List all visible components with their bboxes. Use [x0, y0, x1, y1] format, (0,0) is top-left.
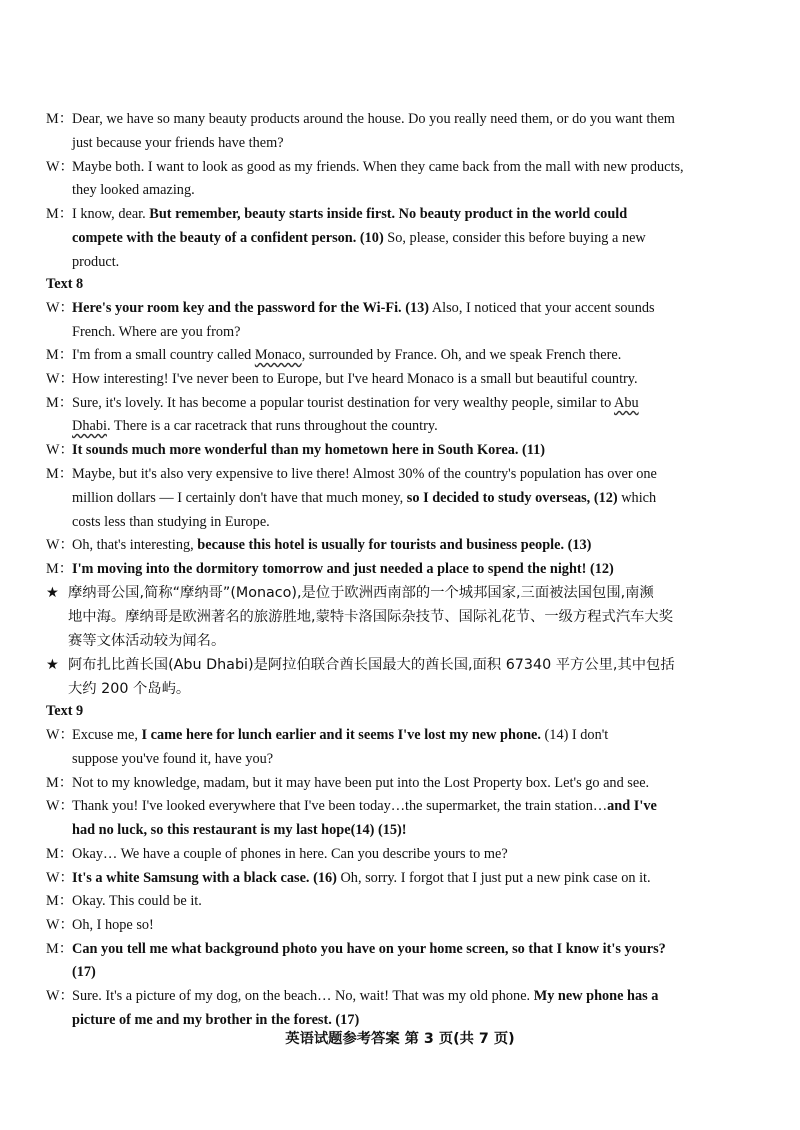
dialogue-text: product. — [72, 254, 120, 270]
speaker-label: W： — [46, 371, 74, 387]
note-text: 阿布扎比酋长国(Abu Dhabi)是阿拉伯联合酋长国最大的酋长国,面积 67340 平方公里,其中包括 — [68, 657, 675, 673]
section-heading-text-9: Text 9 — [46, 703, 84, 719]
page-footer: 英语试题参考答案 第 3 页(共 7 页) — [285, 1031, 515, 1047]
star-icon: ★ — [46, 657, 59, 673]
dialogue-text: costs less than studying in Europe. — [72, 514, 270, 530]
answer-highlight: But remember, beauty starts inside first. No beauty product in the world could — [149, 206, 628, 222]
speaker-label: W： — [46, 988, 74, 1004]
speaker-label: M： — [46, 395, 74, 411]
answer-highlight: Here's your room key and the password for the Wi-Fi. (13) — [72, 300, 430, 316]
dialogue-text: It's a white Samsung with a black case. (16) Oh, sorry. I forgot that I just put a new pink case on it. — [72, 870, 651, 886]
star-icon: ★ — [46, 585, 59, 601]
dialogue-text: suppose you've found it, have you? — [72, 751, 274, 767]
answer-highlight: It's a white Samsung with a black case. (16) — [72, 870, 337, 886]
speaker-label: M： — [46, 561, 74, 577]
dialogue-text: Thank you! I've looked everywhere that I've been today…the supermarket, the train station…and I've — [72, 798, 657, 814]
note-text: 大约 200 个岛屿。 — [68, 681, 191, 697]
dialogue-text: Oh, that's interesting, because this hotel is usually for tourists and business people. (13) — [72, 537, 592, 553]
dialogue-text: Here's your room key and the password for the Wi-Fi. (13) Also, I noticed that your accent sounds — [72, 300, 655, 316]
dialogue-text: Sure, it's lovely. It has become a popular tourist destination for very wealthy people, similar to Abu — [72, 395, 639, 411]
answer-highlight: compete with the beauty of a confident person. (10) — [72, 230, 384, 246]
dialogue-text: Dear, we have so many beauty products around the house. Do you really need them, or do you want them — [72, 111, 675, 127]
dialogue-text: I'm from a small country called Monaco, surrounded by France. Oh, and we speak French there. — [72, 347, 622, 363]
dialogue-text: Excuse me, I came here for lunch earlier and it seems I've lost my new phone. (14) I don't — [72, 727, 609, 743]
answer-highlight: picture of me and my brother in the forest. (17) — [72, 1012, 360, 1028]
speaker-label: M： — [46, 111, 74, 127]
dialogue-text: French. Where are you from? — [72, 324, 241, 340]
section-heading-text-8: Text 8 — [46, 276, 84, 292]
answer-highlight: I'm moving into the dormitory tomorrow and just needed a place to spend the night! (12) — [72, 561, 614, 577]
answer-highlight: (17) — [72, 964, 96, 980]
dialogue-text: million dollars — I certainly don't have that much money, so I decided to study overseas, (12) which — [72, 490, 657, 506]
dialogue-text: Maybe, but it's also very expensive to live there! Almost 30% of the country's population has over one — [72, 466, 657, 482]
answer-highlight: had no luck, so this restaurant is my last hope(14) (15)! — [72, 822, 407, 838]
annotated-term: Abu — [614, 395, 639, 411]
speaker-label: M： — [46, 846, 74, 862]
note-text: 赛等文体活动较为闻名。 — [68, 633, 226, 649]
dialogue-text: Dhabi. There is a car racetrack that runs throughout the country. — [72, 418, 438, 434]
dialogue-text: I know, dear. But remember, beauty starts inside first. No beauty product in the world could — [72, 206, 628, 222]
dialogue-text: Maybe both. I want to look as good as my friends. When they came back from the mall with new products, — [72, 159, 684, 175]
speaker-label: W： — [46, 537, 74, 553]
speaker-label: W： — [46, 300, 74, 316]
answer-highlight: I came here for lunch earlier and it seems I've lost my new phone. — [141, 727, 541, 743]
speaker-label: M： — [46, 775, 74, 791]
annotated-term: Dhabi — [72, 418, 107, 434]
dialogue-text: Okay… We have a couple of phones in here. Can you describe yours to me? — [72, 846, 508, 862]
answer-highlight: My new phone has a — [533, 988, 659, 1004]
speaker-label: M： — [46, 347, 74, 363]
dialogue-text: How interesting! I've never been to Europe, but I've heard Monaco is a small but beautiful country. — [72, 371, 638, 387]
dialogue-text: they looked amazing. — [72, 182, 195, 198]
answer-highlight: Can you tell me what background photo you have on your home screen, so that I know it's yours? — [72, 941, 666, 957]
speaker-label: W： — [46, 917, 74, 933]
speaker-label: W： — [46, 442, 74, 458]
speaker-label: M： — [46, 893, 74, 909]
speaker-label: W： — [46, 727, 74, 743]
speaker-label: M： — [46, 466, 74, 482]
answer-highlight: because this hotel is usually for tourists and business people. (13) — [197, 537, 592, 553]
answer-highlight: and I've — [607, 798, 657, 814]
speaker-label: M： — [46, 941, 74, 957]
dialogue-text: Sure. It's a picture of my dog, on the beach… No, wait! That was my old phone. My new phone has a — [72, 988, 659, 1004]
answer-highlight: It sounds much more wonderful than my hometown here in South Korea. (11) — [72, 442, 546, 458]
dialogue-text: Okay. This could be it. — [72, 893, 202, 909]
note-text: 地中海。摩纳哥是欧洲著名的旅游胜地,蒙特卡洛国际杂技节、国际礼花节、一级方程式汽车大奖 — [68, 609, 674, 625]
answer-highlight: so I decided to study overseas, (12) — [406, 490, 618, 506]
speaker-label: W： — [46, 870, 74, 886]
dialogue-text: Oh, I hope so! — [72, 917, 154, 933]
dialogue-text: just because your friends have them? — [72, 135, 284, 151]
annotated-term: Monaco — [254, 347, 302, 363]
note-text: 摩纳哥公国,简称“摩纳哥”(Monaco),是位于欧洲西南部的一个城邦国家,三面被法国包围,南濒 — [68, 585, 654, 601]
dialogue-text: Not to my knowledge, madam, but it may have been put into the Lost Property box. Let's go and see. — [72, 775, 650, 791]
dialogue-text: compete with the beauty of a confident person. (10) So, please, consider this before buying a new — [72, 230, 646, 246]
speaker-label: W： — [46, 159, 74, 175]
speaker-label: W： — [46, 798, 74, 814]
speaker-label: M： — [46, 206, 74, 222]
